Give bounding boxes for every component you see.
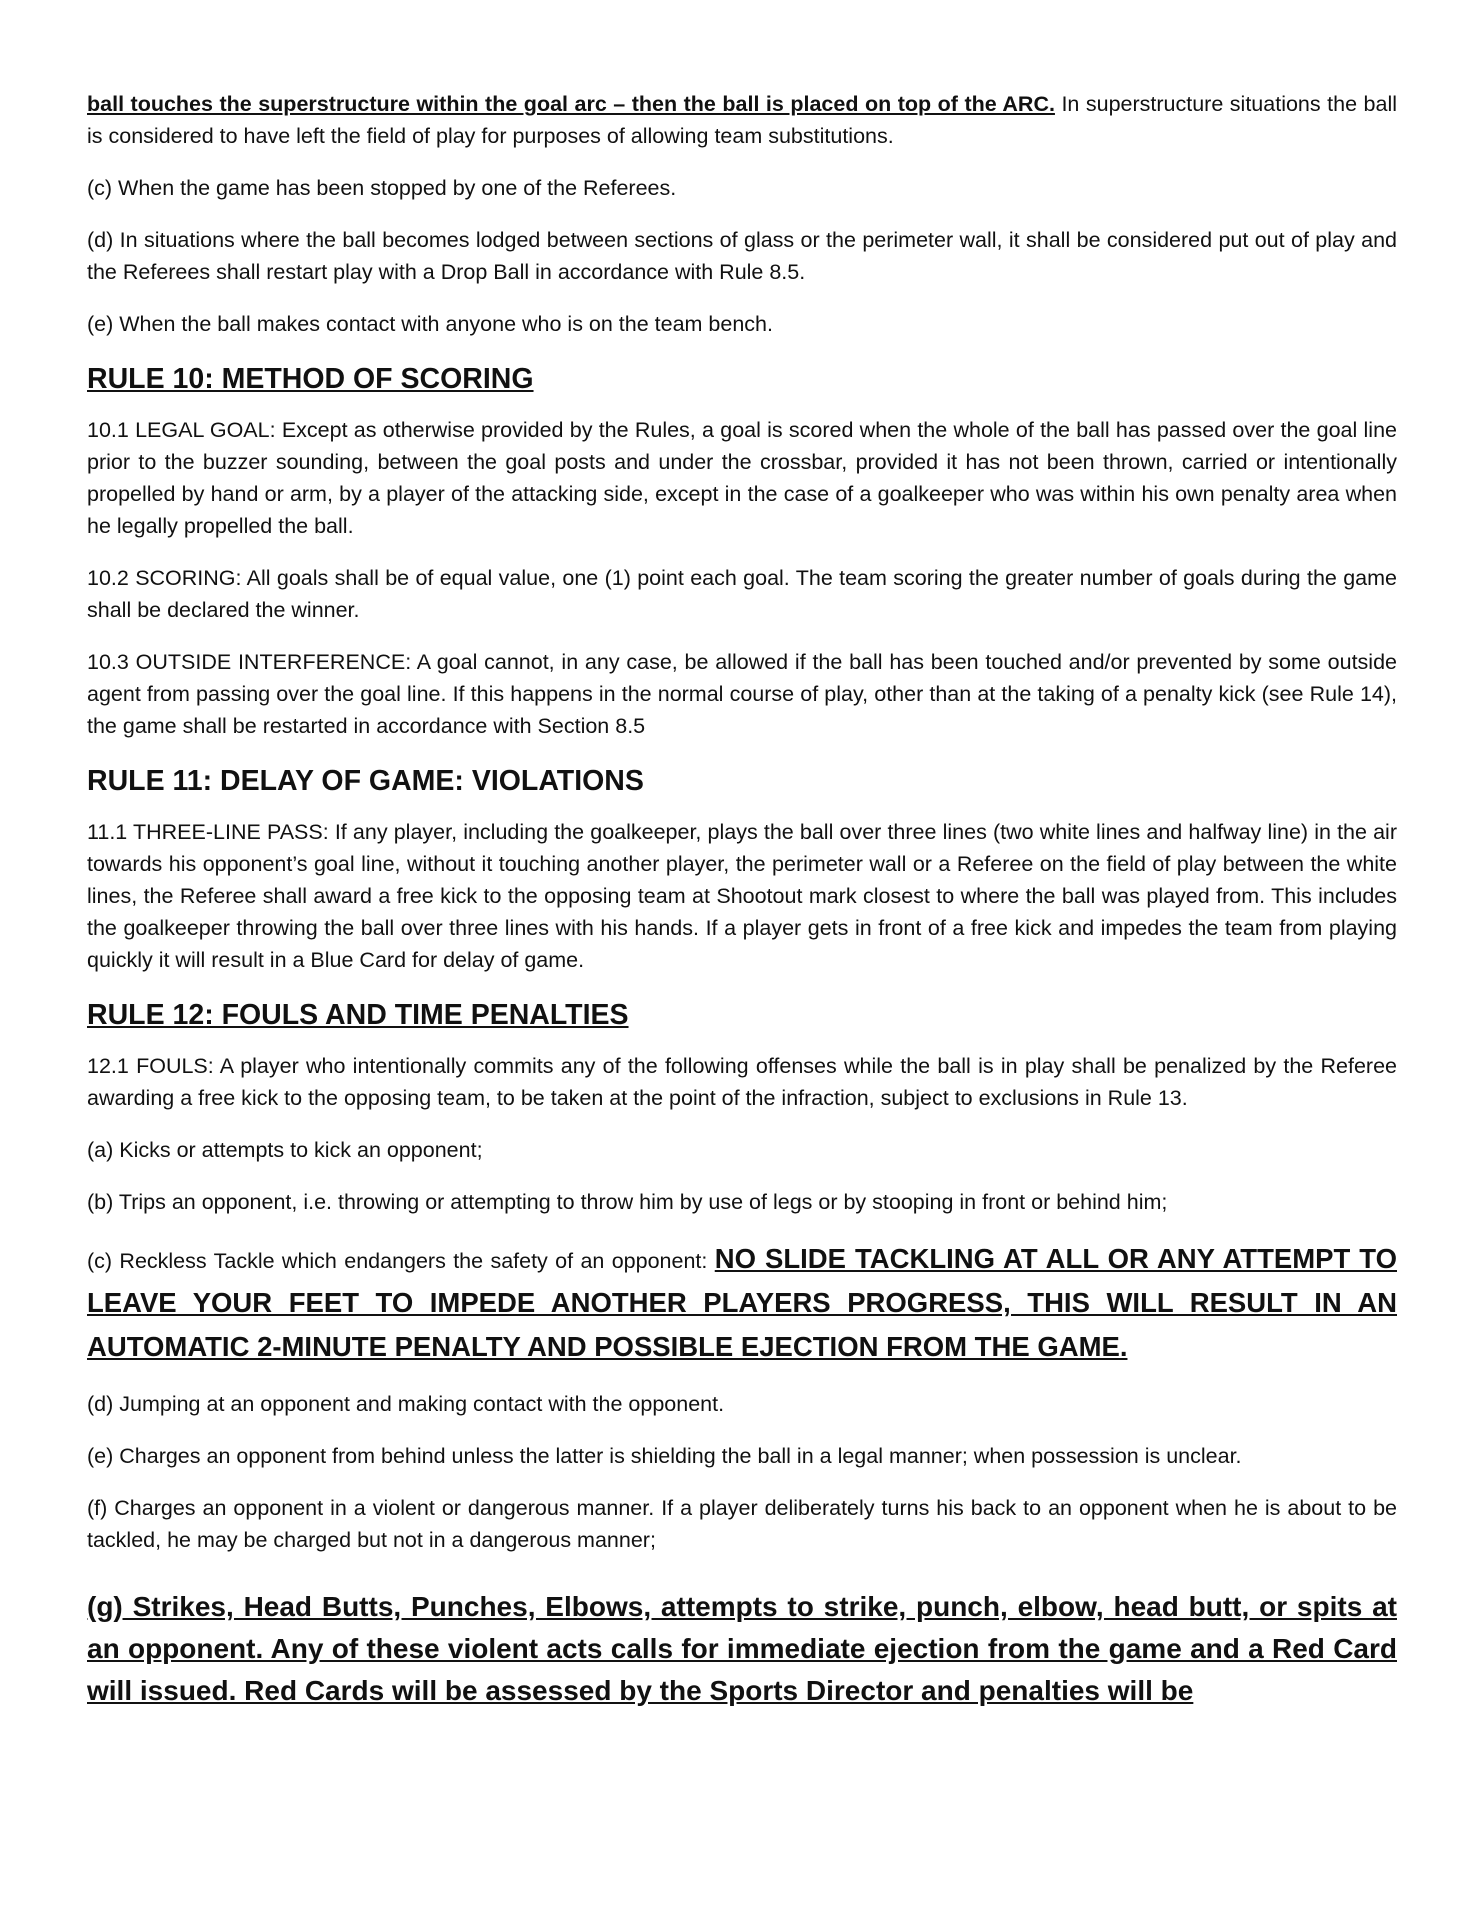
rule-10-1: 10.1 LEGAL GOAL: Except as otherwise provided by the Rules, a goal is scored when the whole of the ball has passed over the goal line prior to the buzzer sounding, between the goal posts and under the crossbar, provided it has not been thrown, carried or intentionally propelled by hand or arm, by a player of the attacking side, except in the case of a goalkeeper who was within his own penalty area when he legally propelled the ball. <box>87 418 1397 538</box>
rule-12-e: (e) Charges an opponent from behind unless the latter is shielding the ball in a legal manner; when possession is unclear. <box>87 1444 1242 1468</box>
rule-12-heading: RULE 12: FOULS AND TIME PENALTIES <box>87 999 629 1031</box>
rule-12-g: (g) Strikes, Head Butts, Punches, Elbows, attempts to strike, punch, elbow, head butt, or spits at an opponent. Any of these violent acts calls for immediate ejection from the game and a Red Card will issued. Red Cards will be assessed by the Sports Director and penalties will be <box>87 1591 1397 1706</box>
slide-tackling-warning: NO SLIDE TACKLING AT ALL OR ANY ATTEMPT TO LEAVE YOUR FEET TO IMPEDE ANOTHER PLAYERS PROGRESS, THIS WILL RESULT IN AN AUTOMATIC 2-MINUTE PENALTY AND POSSIBLE EJECTION FROM THE GAME. <box>87 1243 1397 1362</box>
rule-11-1: 11.1 THREE-LINE PASS: If any player, including the goalkeeper, plays the ball over three lines (two white lines and halfway line) in the air towards his opponent’s goal line, without it touching another player, the perimeter wall or a Referee on the field of play between the white lines, the Referee shall award a free kick to the opposing team at Shootout mark closest to where the ball was played from. This includes the goalkeeper throwing the ball over three lines with his hands. If a player gets in front of a free kick and impedes the team from playing quickly it will result in a Blue Card for delay of game. <box>87 820 1397 972</box>
item-e: (e) When the ball makes contact with anyone who is on the team bench. <box>87 312 773 336</box>
rule-12-d: (d) Jumping at an opponent and making contact with the opponent. <box>87 1392 725 1416</box>
rule-10-3: 10.3 OUTSIDE INTERFERENCE: A goal cannot, in any case, be allowed if the ball has been touched and/or prevented by some outside agent from passing over the goal line. If this happens in the normal course of play, other than at the taking of a penalty kick (see Rule 14), the game shall be restarted in accordance with Section 8.5 <box>87 650 1397 738</box>
superstructure-text: In superstructure situations the ball is considered to have left the field of play for purposes of allowing team substitutions. <box>87 92 1397 148</box>
continued-paragraph <box>87 88 1397 152</box>
rule-12-1: 12.1 FOULS: A player who intentionally commits any of the following offenses while the ball is in play shall be penalized by the Referee awarding a free kick to the opposing team, to be taken at the point of the infraction, subject to exclusions in Rule 13. <box>87 1054 1397 1110</box>
arc-rule-bold: ball touches the superstructure within the goal arc – then the ball is placed on top of the ARC. <box>87 92 1055 116</box>
document-page <box>87 88 1397 1732</box>
rule-12-f: (f) Charges an opponent in a violent or dangerous manner. If a player deliberately turns his back to an opponent when he is about to be tackled, he may be charged but not in a dangerous manner; <box>87 1496 1397 1552</box>
rule-12-c-lead: (c) Reckless Tackle which endangers the safety of an opponent: <box>87 1249 715 1273</box>
rule-12-c <box>87 1238 1397 1370</box>
rule-10-heading: RULE 10: METHOD OF SCORING <box>87 363 534 395</box>
rule-12-a: (a) Kicks or attempts to kick an opponent; <box>87 1138 483 1162</box>
item-d: (d) In situations where the ball becomes lodged between sections of glass or the perimeter wall, it shall be considered put out of play and the Referees shall restart play with a Drop Ball in accordance with Rule 8.5. <box>87 228 1397 284</box>
item-c: (c) When the game has been stopped by one of the Referees. <box>87 176 677 200</box>
rule-10-2: 10.2 SCORING: All goals shall be of equal value, one (1) point each goal. The team scoring the greater number of goals during the game shall be declared the winner. <box>87 566 1397 622</box>
rule-12-b: (b) Trips an opponent, i.e. throwing or attempting to throw him by use of legs or by stooping in front or behind him; <box>87 1190 1168 1214</box>
rule-11-heading: RULE 11: DELAY OF GAME: VIOLATIONS <box>87 765 644 797</box>
